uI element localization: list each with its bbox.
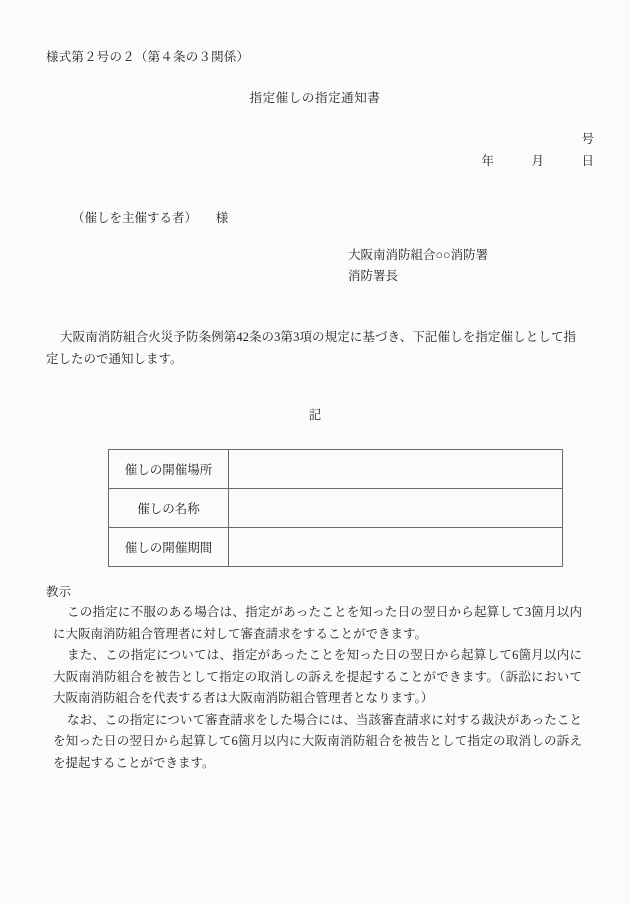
table-row-label: 催しの開催場所 [109,450,229,489]
table-row [109,528,563,567]
table-row-label: 催しの開催期間 [109,528,229,567]
ki-marker: 記 [308,408,322,422]
instruction-paragraph-3: なお、この指定について審査請求をした場合には、当該審査請求に対する裁決があったことを知った日の翌日から起算して6箇月以内に大阪南消防組合を被告として指定の取消しの訴えを提起することができます。 [53,712,582,770]
instruction-heading: 教示 [46,585,72,599]
instruction-paragraph-2: また、この指定については、指定があったことを知った日の翌日から起算して6箇月以内に大阪南消防組合を被告として指定の取消しの訴えを提起することができます。（訴訟において大阪南消防組合を代表する者は大阪南消防組合管理者となります。） [53,648,582,705]
table-row-value[interactable] [229,528,563,567]
event-info-table [108,449,563,567]
table-row [109,489,563,528]
body-paragraph: 大阪南消防組合火災予防条例第42条の3第3項の規定に基づき、下記催しを指定催しとして指定したので通知します。 [46,330,576,366]
instruction-section [46,582,582,774]
issue-date-line: 年 月 日 [481,154,594,168]
issuer-block [348,245,488,287]
issue-meta-block [481,128,594,172]
page-title: 指定催しの指定通知書 [249,91,381,105]
table-row-value[interactable] [229,489,563,528]
form-number: 様式第２号の２（第４条の３関係） [46,50,250,64]
table-row [109,450,563,489]
table-row-value[interactable] [229,450,563,489]
issuer-title: 消防署長 [348,269,399,283]
instruction-paragraph-1: この指定に不服のある場合は、指定があったことを知った日の翌日から起算して3箇月以内に大阪南消防組合管理者に対して審査請求をすることができます。 [53,605,582,641]
table-row-label: 催しの名称 [109,489,229,528]
document-number-line: 号 [581,132,594,146]
addressee-line: （催しを主催する者） 様 [72,211,229,225]
issuer-organization: 大阪南消防組合○○消防署 [348,248,489,262]
